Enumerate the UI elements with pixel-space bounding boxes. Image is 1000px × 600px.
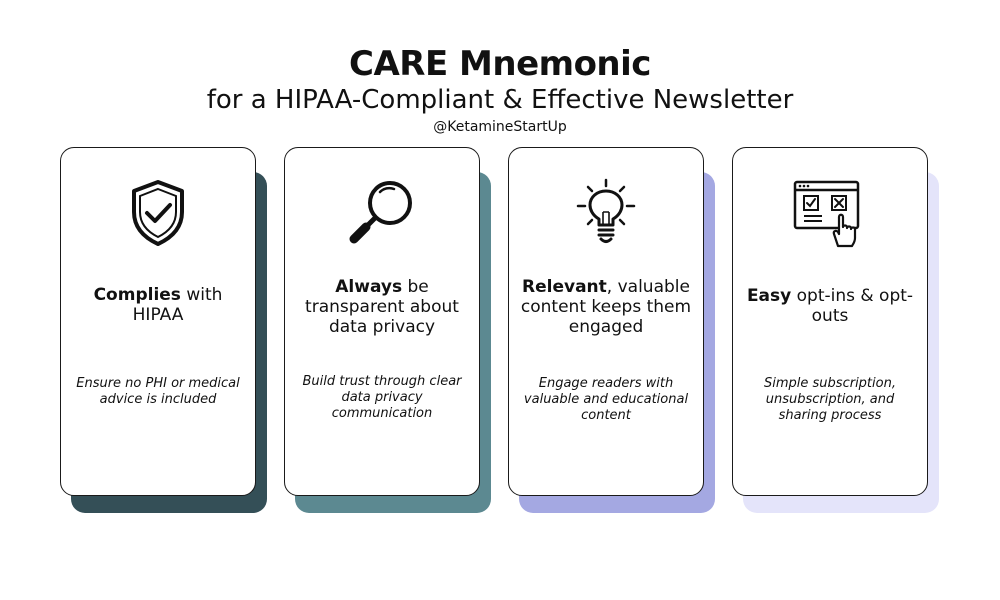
card-keyword: Easy <box>746 286 792 306</box>
card-keyword: Complies <box>93 285 181 305</box>
card-description: Engage readers with valuable and educational content <box>523 376 689 423</box>
card-body <box>60 147 256 496</box>
care-card-relevant <box>508 147 704 513</box>
care-card-always <box>284 147 480 513</box>
card-body <box>732 147 928 496</box>
browser-click-icon <box>790 178 870 248</box>
card-body <box>508 147 704 496</box>
card-body <box>284 147 480 496</box>
card-keyword: Always <box>335 277 403 297</box>
lightbulb-icon <box>566 178 646 248</box>
card-heading <box>67 285 249 325</box>
card-keyword: Relevant <box>522 277 607 297</box>
page-title: CARE Mnemonic <box>349 44 651 84</box>
card-heading-rest: opt-ins & opt-outs <box>791 286 914 326</box>
author-handle: @KetamineStartUp <box>433 119 567 135</box>
card-heading-rest: be transparent about data privacy <box>305 277 459 337</box>
card-heading <box>515 277 697 337</box>
shield-check-icon <box>118 178 198 248</box>
card-heading-rest: , valuable content keeps them engaged <box>520 277 692 337</box>
care-card-complies <box>60 147 256 513</box>
card-description: Build trust through clear data privacy communication <box>302 374 462 421</box>
magnifying-glass-icon <box>342 178 422 248</box>
card-heading-rest: with HIPAA <box>132 285 223 325</box>
card-description: Simple subscription, unsubscription, and sharing process <box>764 376 896 423</box>
care-card-easy <box>732 147 928 513</box>
card-description: Ensure no PHI or medical advice is included <box>76 376 240 407</box>
page-subtitle: for a HIPAA-Compliant & Effective Newsletter <box>206 85 794 115</box>
card-heading <box>739 286 921 326</box>
card-heading <box>291 277 473 337</box>
